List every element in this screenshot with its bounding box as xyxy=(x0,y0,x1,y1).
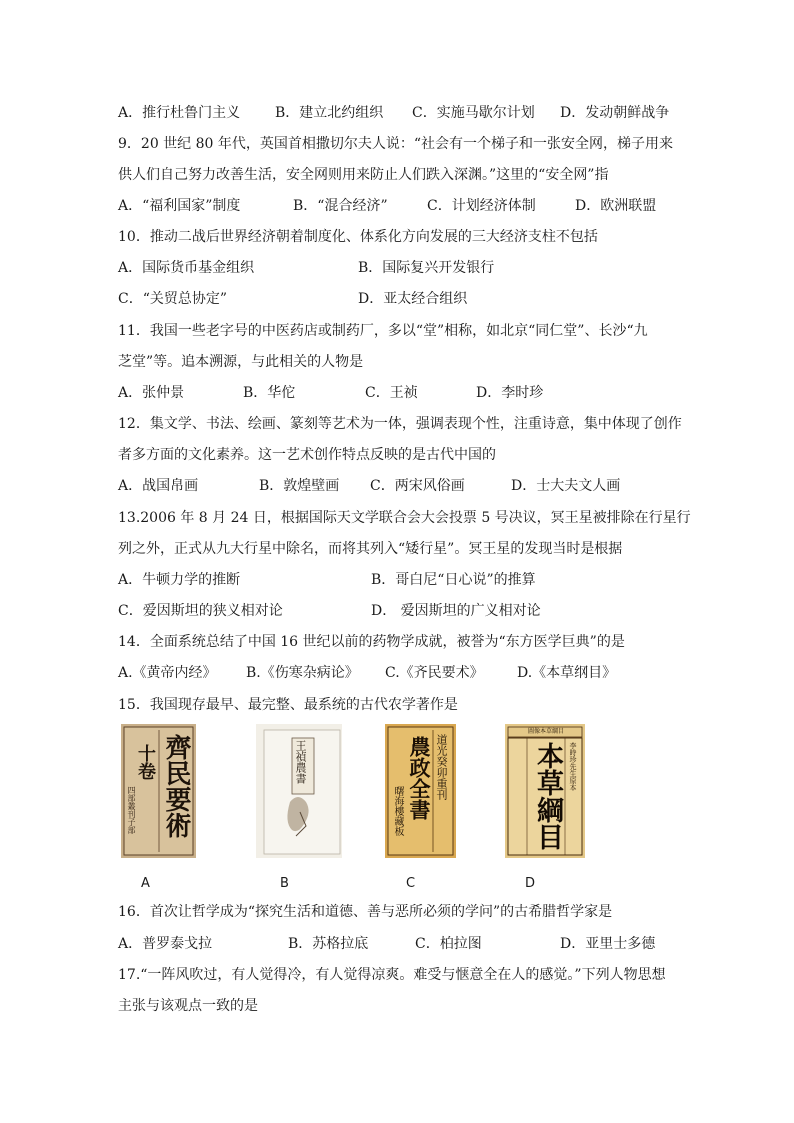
book-cover-c xyxy=(385,724,456,858)
q12-option-d: D．士大夫文人画 xyxy=(511,478,621,494)
book-c-small: 曙海樓藏板 xyxy=(392,786,403,836)
q14-stem: 14．全面系统总结了中国 16 世纪以前的药物学成就，被誉为“东方医学巨典”的是 xyxy=(118,634,625,650)
book-label-a: A xyxy=(141,876,150,891)
q11-option-d: D．李时珍 xyxy=(476,385,544,401)
book-b-title: 王禎農書 xyxy=(294,740,307,784)
book-d-side: 李時珍先生原本 xyxy=(569,742,577,791)
q8-option-c: C．实施马歇尔计划 xyxy=(412,105,535,121)
q10-option-d: D．亚太经合组织 xyxy=(358,291,468,307)
q14-option-c: C.《齐民要术》 xyxy=(385,665,484,681)
q12-stem-line2: 者多方面的文化素养。这一艺术创作特点反映的是古代中国的 xyxy=(118,447,496,463)
q17-stem-line1: 17.“一阵风吹过，有人觉得冷，有人觉得凉爽。难受与惬意全在人的感觉。”下列人物思想 xyxy=(118,967,666,983)
q16-option-d: D．亚里士多德 xyxy=(560,936,656,952)
book-cover-b xyxy=(256,724,342,858)
q13-stem-line1: 13.2006 年 8 月 24 日，根据国际天文学联合会大会投票 5 号决议，冥王星被排除在行星行 xyxy=(118,510,691,526)
q9-stem-line1: 9．20 世纪 80 年代，英国首相撒切尔夫人说：“社会有一个梯子和一张安全网，梯子用来 xyxy=(118,136,674,152)
q14-option-d: D.《本草纲目》 xyxy=(517,665,617,681)
q14-option-b: B.《伤寒杂病论》 xyxy=(246,665,359,681)
q13-option-d: D． 爱因斯坦的广义相对论 xyxy=(371,603,541,619)
q10-stem: 10．推动二战后世界经济朝着制度化、体系化方向发展的三大经济支柱不包括 xyxy=(118,229,598,245)
q12-option-c: C．两宋风俗画 xyxy=(370,478,465,494)
q16-option-a: A．普罗泰戈拉 xyxy=(118,936,213,952)
q11-stem-line1: 11．我国一些老字号的中医药店或制药厂，多以“堂”相称，如北京“同仁堂”、长沙“九 xyxy=(118,323,648,339)
q10-option-a: A．国际货币基金组织 xyxy=(118,260,255,276)
q14-option-a: A.《黄帝内经》 xyxy=(118,665,217,681)
book-label-c: C xyxy=(406,876,416,891)
book-a-title: 齊民要術 xyxy=(161,734,191,838)
q9-option-d: D．欧洲联盟 xyxy=(575,198,657,214)
book-cover-d xyxy=(505,724,585,858)
q13-option-c: C．爱因斯坦的狭义相对论 xyxy=(118,603,283,619)
q15-stem: 15．我国现存最早、最完整、最系统的古代农学著作是 xyxy=(118,697,458,713)
q12-option-b: B．敦煌壁画 xyxy=(259,478,340,494)
q10-option-b: B．国际复兴开发银行 xyxy=(358,260,495,276)
q13-stem-line2: 列之外，正式从九大行星中除名，而将其列入“矮行星”。冥王星的发现当时是根据 xyxy=(118,541,623,557)
q9-option-c: C．计划经济体制 xyxy=(427,198,536,214)
book-c-side: 道光癸卯重刊 xyxy=(435,734,448,800)
book-cover-a xyxy=(121,724,196,858)
q16-option-b: B．苏格拉底 xyxy=(288,936,369,952)
q13-option-b: B．哥白尼“日心说”的推算 xyxy=(371,572,536,588)
book-label-b: B xyxy=(280,876,289,891)
q13-option-a: A．牛顿力学的推断 xyxy=(118,572,241,588)
q15-book-covers xyxy=(0,724,794,891)
q16-option-c: C．柏拉图 xyxy=(415,936,482,952)
book-d-small: 圖像本草綱目 xyxy=(527,728,564,735)
q9-stem-line2: 供人们自己努力改善生活，安全网则用来防止人们跌入深渊。”这里的“安全网”指 xyxy=(118,167,609,183)
book-d-title: 本草綱目 xyxy=(532,742,563,850)
q12-option-a: A．战国帛画 xyxy=(118,478,199,494)
q9-option-a: A．“福利国家”制度 xyxy=(118,198,241,214)
q11-option-c: C．王祯 xyxy=(365,385,418,401)
q8-option-a: A．推行杜鲁门主义 xyxy=(118,105,241,121)
q16-stem: 16．首次让哲学成为“探究生活和道德、善与恶所必须的学问”的古希腊哲学家是 xyxy=(118,904,613,920)
q11-stem-line2: 芝堂”等。追本溯源，与此相关的人物是 xyxy=(118,354,364,370)
book-a-small: 四部叢刊子部 xyxy=(127,786,136,834)
q17-stem-line2: 主张与该观点一致的是 xyxy=(118,998,258,1014)
book-c-title: 農政全書 xyxy=(407,736,432,820)
q11-option-b: B．华佗 xyxy=(243,385,296,401)
q9-option-b: B．“混合经济” xyxy=(293,198,388,214)
book-label-d: D xyxy=(525,876,536,891)
q11-option-a: A．张仲景 xyxy=(118,385,185,401)
q8-option-d: D．发动朝鲜战争 xyxy=(560,105,670,121)
q10-option-c: C．“关贸总协定” xyxy=(118,291,228,307)
q12-stem-line1: 12．集文学、书法、绘画、篆刻等艺术为一体，强调表现个性，注重诗意，集中体现了创作 xyxy=(118,416,682,432)
book-a-side: 十卷 xyxy=(135,744,156,780)
q8-option-b: B．建立北约组织 xyxy=(275,105,384,121)
